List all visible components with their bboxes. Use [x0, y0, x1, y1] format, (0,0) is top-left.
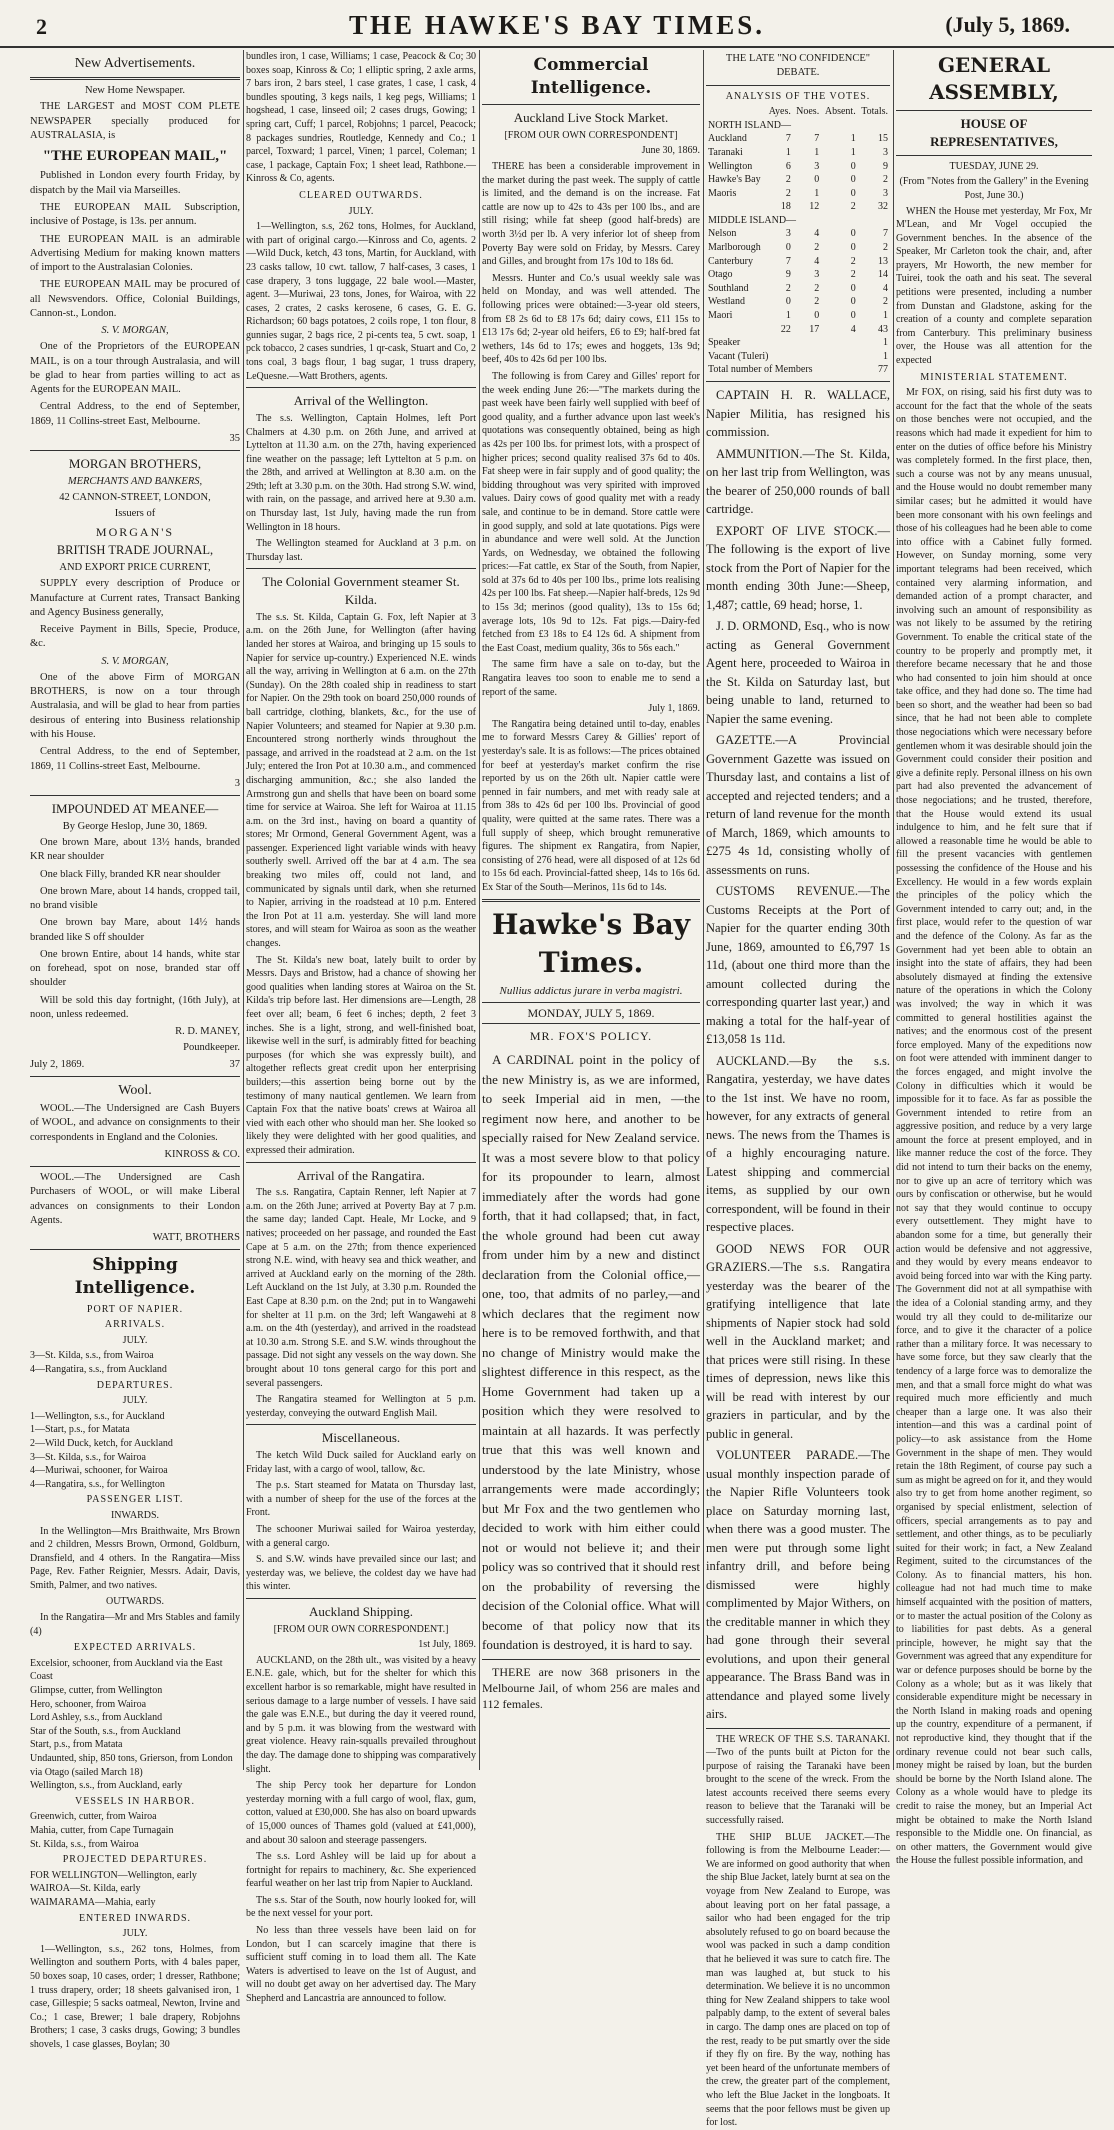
ad-date-line: [30, 1058, 240, 1072]
table-row: [706, 160, 890, 174]
article-text: THERE has been a considerable improvement in the market during the past week. The supply of cattle is limited, and the demand is on the increase. Fat cattle are now up to 42s to 43s per 100 lbs., and are still rising; while fat sheep (good half-breds) are worth 3½d per lb. A very inferior lot of sheep from Poverty Bay were sold on Friday, by Messrs. Carey and Gilles, and brought from 17s 10d to 18s 6d.: [482, 161, 700, 268]
news-item: GAZETTE.—A Provincial Government Gazette was issued on Thursday last, and contains a list of accepted and rejected tenders; and a return of land revenue for the month of March, 1869, which amounts to £275 4s 1d, consisting wholly of assessments on runs.: [706, 733, 890, 877]
table-cell: 1: [883, 337, 888, 349]
table-cell: 12: [809, 201, 820, 213]
table-cell: 1: [850, 133, 856, 145]
votes-table: [706, 105, 890, 377]
table-cell: [706, 200, 765, 214]
impound-item: One brown Mare, about 14 hands, cropped tail, no brand visible: [30, 885, 240, 912]
table-cell: 2: [850, 269, 856, 281]
table-title: ANALYSIS OF THE VOTES.: [725, 90, 871, 102]
impound-item: One black Filly, branded KR near shoulder: [40, 868, 221, 880]
masthead: [0, 0, 1114, 48]
ad-text: By George Heslop, June 30, 1869.: [62, 820, 208, 832]
news-item: GOOD NEWS FOR OUR GRAZIERS.—The s.s. Rangatira yesterday was the bearer of the gratifying intelligence that late shipments of Napier stock had sold well in the Auckland market; and that prices were still rising. In these times of depression, news like this will be read with interest by our graziers in particular, and by the public in general.: [706, 1241, 890, 1441]
article-text: No less than three vessels have been laid on for London, but I can scarcely imagine that there is sufficient stuff coming in to load them all. The Kate Waters is advertised to leave on the 1st of August, and will no doubt get away on her advertised day. The Mary Shepherd and Lancastria are announced to follow.: [246, 1925, 476, 2005]
table-cell: 7: [883, 228, 888, 240]
table-section: NORTH ISLAND—: [708, 119, 792, 131]
ad-text: One of the Proprietors of the EUROPEAN MAIL, is on a tour through Australasia, and will be glad to hear from parties willing to act as Agents for the EUROPEAN MAIL.: [30, 341, 240, 396]
section-heading: GENERAL ASSEMBLY,: [929, 53, 1059, 105]
table-cell: Vacant (Tuleri): [708, 350, 769, 362]
list-item: Start, p.s., from Matata: [30, 1739, 123, 1751]
table-cell: 2: [883, 296, 888, 308]
table-cell: Maori: [708, 310, 733, 322]
column-3: [482, 50, 700, 1772]
list-item: Undaunted, ship, 850 tons, Grierson, from London via Otago (sailed March 18): [30, 1753, 233, 1778]
article-text: The s.s. Star of the South, now hourly looked for, will be the next vessel for your port.: [246, 1894, 476, 1920]
table-cell: 0: [850, 310, 856, 322]
news-item: EXPORT OF LIVE STOCK.—The following is the export of live stock from the Port of Napier for the month ending 30th June:—Sheep, 1,487; cattle, 69 head; horse, 1.: [706, 523, 890, 612]
news-item: THE WRECK OF THE S.S. TARANAKI.—Two of the punts built at Picton for the purpose of raising the Taranaki have been brought to the scene of the wreck. From the latest accounts received there seems every reason to believe that the Taranaki will be successfully raised.: [706, 1733, 890, 1827]
ad-text: WOOL.—The Undersigned are Cash Purchasers of WOOL, or will make Liberal advances on consignments to their London Agents.: [30, 1172, 240, 1226]
byline: [FROM OUR OWN CORRESPONDENT]: [504, 129, 678, 141]
list-item: 1—Start, p.s., for Matata: [30, 1424, 130, 1436]
article-text: The schooner Muriwai sailed for Wairoa yesterday, with a general cargo.: [246, 1523, 476, 1549]
table-total-row: [706, 323, 890, 337]
list-item: Hero, schooner, from Wairoa: [30, 1698, 147, 1710]
cargo-text: 1—Wellington, s.s, 262 tons, Holmes, for Auckland, with part of original cargo.—Kinross and Co, agents. 2—Wild Duck, ketch, 43 tons, Martin, for Auckland, with 23 casks tallow, 10 cwt. tallow, 7 half-cases, 3 cases, 1 case drapery, 3 tons luggage, 22 bale wool.—Master, agent. 3—Muriwai, 23 tons, Jones, for Wairoa, with 22 cases, 2 crates, 2 casks kerosene, 6 cases, G. E. G. Richardson; 60 bags potatoes, 2 coils rope, 1 ton flour, 8 gunnies sugar, 2 bags rice, 2 pi-cents tea, 5 cwt. soap, 1 pck tobacco, 2 cases sundries, 1 qr-cask, Stuart and Co, 2 tons coal, 3 bags flour, 1 bag sugar, 1 truss drapery, LeQuesne.—Watt Brothers, agents.: [246, 221, 476, 382]
news-item: AMMUNITION.—The St. Kilda, on her last trip from Wellington, was the bearer of 250,000 rounds of ball cartridge.: [706, 446, 890, 516]
impound-item: One brown bay Mare, about 14½ hands branded like S off shoulder: [30, 917, 240, 943]
impound-item: One brown Mare, about 13½ hands, branded KR near shoulder: [30, 836, 240, 863]
article-heading: Auckland Shipping.: [309, 1603, 413, 1619]
column-2: [246, 50, 476, 2005]
list-item: Glimpse, cutter, from Wellington: [30, 1685, 163, 1697]
newspaper-title: THE HAWKE'S BAY TIMES.: [348, 10, 766, 40]
news-item: CUSTOMS REVENUE.—The Customs Receipts at the Port of Napier for the quarter ending 30th June, 1869, amounted to £6,797 1s 11d, (about one third more than the amount collected during the corresponding quarter last year,) and making a total for the half-year of £13,058 1s 11d.: [706, 884, 890, 1046]
ad-text: Published in London every fourth Friday, by dispatch by the Mail via Marseilles.: [30, 170, 240, 196]
column-header: Noes.: [796, 106, 820, 118]
article-heading: Arrival of the Rangatira.: [297, 1167, 425, 1183]
ad-text: One of the above Firm of MORGAN BROTHERS, is now on a tour through Australasia, and will be glad to hear from parties desirous of entering into Business relationship with his House.: [30, 671, 240, 740]
table-cell: 2: [814, 282, 820, 294]
month: JULY.: [348, 205, 374, 217]
byline: [FROM OUR OWN CORRESPONDENT.]: [273, 1623, 449, 1635]
table-row: [706, 268, 890, 282]
ad-text: Will be sold this day fortnight, (16th July), at noon, unless redeemed.: [30, 994, 240, 1020]
article-text: Mr FOX, on rising, said his first duty was to account for the fact that the whole of the seats on those benches were not occupied, and the reasons which had made it expedient for him to enter on the duties of office before his Ministry was completely formed. In the first place, then, such a course was not by any means unusual, and the House would no doubt remember many similar cases; but he admitted it would have been more consonant with his own feelings and those of his colleagues had he been able to come into office with a Cabinet fully formed. However, on Sunday morning, some very important telegrams had been received, which contained very alarming information, and demanded action of a prompt character, and involving such an amount of responsibility as was not likely to be assumed by the retiring Government. To enable the critical state of the country to be properly and promptly met, it therefore became necessary that he and those who had consented to join him should at once take office, and they had done so. The time had been so short, and the weather had been so bad since, that he had not been able to complete those negociations which were necessary before gentlemen whom it was desirable should join the Government could consider their position and give a definite reply. Personal illness on his own part had also prevented the advancement of those negociations; and he trusted, therefore, that the House would extend its usual indulgence to him, and he felt sure that if allowed a reasonable time he would be able to fill the present vacancies with gentlemen possessing the confidence of the House and his Excellency. He would in a few words explain the principles of the policy which the Government intended to carry out; and, in the first place, would refer to the question of war and the defence of the Colony. As far as the Government had yet been able to obtain an insight into the state of affairs, they had been absolutely dismayed at finding the extensive nature of the operations in which the Colony was involved; the way in which it was committed to general hostilities against the natives; and the enormous cost of the present force employed. Many of the expeditions now on foot were attended with imminent danger to the forces engaged, and might involve the Colony in difficulties which it would be impossible for it to face. As far as possible the Government intended to retire from an aggressive position, and reduce by a very large amount the force at present employed, and in like manner reduce the cost of the force. They did not intend to turn their backs on the enemy, nor to give up an acre of territory which was ours by confiscation or otherwise, but he would not say that they would continue to occupy every outsettlement. They might have to abandon some for a time, but generally their action would be defensive and not aggressive, and they would by every means endeavor to avoid being forced into war with the King party. The Government did not at all sympathise with the idea of a Colonial standing army, and they would try all they could to de-militarize our force, and to give it the character of a police rather than a military force. It was necessary to have some force, but they saw clearly that the tendency of a large force was to demoralize the men, and that a small force might do what was required much more efficiently and much cheaper than a large one. It was also their intention—and this was a cardinal point of policy—to ask assistance from the Home Government in the shape of men. They would retain the 18th Regiment, of course pay such a sum as might be agreed on for it, and they would also try to get from home another regiment, so organised by special enlistment, selection of officers, special arrangements as to pay and settlement, and other things, as to be peculiarly suited for their work; in fact, a New Zealand Regiment, suited to the circumstances of the Colony. As to financial matters, his hon. colleague had not had much time to make himself acquainted with the position of matters, or to master the actual position of the Colony as to liabilities for past debts. As a general principle, however, he might say that the Government was agreed that any expenditure for war or defence purposes should be borne by the Colony as a whole; but as it was likely that considerable expenditure might be necessary in the North Island in making roads and opening up the country, expenditure of a permanent, if not reproductive kind, they thought that if the ordinary revenue could not bear such calls, money might be raised by loan, but the burden should be borne by the North Island alone. The Colony as a whole would have to pledge its credit to raise the money, but an Imperial Act might be obtained to make the North Island responsible to the Middle one. On financial, as on other matters, the Government would give the House the fullest possible information, and: [896, 387, 1092, 1867]
subheading: MINISTERIAL STATEMENT.: [920, 371, 1068, 383]
subheading: ARRIVALS.: [104, 1319, 166, 1331]
section-subheading: HOUSE OF REPRESENTATIVES,: [930, 116, 1058, 150]
ad-text: AND EXPORT PRICE CURRENT,: [59, 562, 211, 574]
article-text: S. and S.W. winds have prevailed since our last; and yesterday was, we believe, the coldest day we have had this winter.: [246, 1554, 476, 1593]
issue-date: (July 5, 1869.: [945, 12, 1070, 37]
table-cell: Nelson: [708, 228, 737, 240]
table-total-row: [706, 200, 890, 214]
table-cell: 1: [883, 350, 888, 362]
table-cell: 9: [785, 269, 791, 281]
table-cell: 0: [814, 174, 820, 186]
table-row: [706, 255, 890, 269]
column-header: Absent.: [824, 106, 856, 118]
table-cell: 1: [850, 146, 856, 158]
table-cell: 4: [850, 323, 856, 335]
list-item: WAIROA—St. Kilda, early: [30, 1883, 141, 1895]
table-cell: 2: [850, 255, 856, 267]
divider: [706, 381, 890, 382]
nameplate: Hawke's Bay Times.: [491, 907, 691, 979]
divider: [246, 1424, 476, 1425]
editorial-text: A CARDINAL point in the policy of the new Ministry is, as we are informed, to seek Imperial aid in men, —the regiment now here, and another to be specially raised for New Zealand service. It was a most severe blow to that policy for its propounder to learn, almost immediately after the words had gone forth, that it had collapsed; that, in fact, the whole ground had been cut away from under him by a new and distinct declaration from the Colonial office,—one, too, that admits of no parley,—and which declares that the regiment now here is to be removed forthwith, and that no change of Ministry would make the slightest difference in this respect, as the Home Government had taken up a position which they were resolved to maintain at all hazards. It was perfectly true that this was well known and understood by the late Ministry, whose arrangements were made accordingly; but Mr Fox and the two gentlemen who decided to work with him either could not or would not believe it; and their policy was so contrived that it should rest on the probability of reversing the decision of the Colonial office. What will become of that policy now that its foundation is destroyed, it is hard to say.: [482, 1052, 700, 1653]
ad-text: THE LARGEST and MOST COM PLETE NEWSPAPER specially produced for AUSTRALASIA, is: [30, 101, 240, 141]
list-item: 2—Wild Duck, ketch, for Auckland: [30, 1437, 173, 1449]
ad-journal-title: BRITISH TRADE JOURNAL,: [56, 543, 214, 558]
ad-signature: WATT, BROTHERS: [152, 1232, 240, 1244]
article-text: The ketch Wild Duck sailed for Auckland early on Friday last, with a cargo of wool, tallow, &c.: [246, 1449, 476, 1475]
ad-text: THE EUROPEAN MAIL may be procured of all Newsvendors. Office, Colonial Buildings, Cannon-st., London.: [30, 279, 240, 319]
editorial-title: MR. FOX'S POLICY.: [529, 1028, 653, 1043]
article-text: The s.s. Rangatira, Captain Renner, left Napier at 7 a.m. on the 26th June; arrived at Poverty Bay at 7 p.m. the same day; landed Capt. Heale, Mr Locke, and 9 natives; proceeded on her passage, and rounded the East Cape at 5 a.m. on the 27th; from thence experienced strong N.E. wind, with heavy sea and thick weather, and arrived at Auckland early on the morning of the 28th. Left Auckland on the 1st July, at 3.30 p.m. Rounded the East Cape at 8.30 p.m. on the 2nd; put in to Wangawehi for shelter at 11 p.m. on the 3rd; left Wangawehi at 8 a.m. on the 4th (yesterday), and arrived in the roadstead at 10.30 a.m. Strong S.E. and S.W. winds throughout the passage. Did not sight any vessels on the way down. She brought about 10 tons general cargo for this port and several passengers.: [246, 1187, 476, 1389]
ad-ref: 35: [229, 433, 240, 444]
article-text: The Rangatira steamed for Wellington at 5 p.m. yesterday, conveying the outward English Mail.: [246, 1394, 476, 1419]
table-cell: 3: [883, 146, 888, 158]
ad-text: WOOL.—The Undersigned are Cash Buyers of WOOL, and advance on consignments to their correspondents in England and the Colonies.: [30, 1102, 240, 1143]
table-cell: 3: [883, 187, 888, 199]
month: JULY.: [122, 1334, 148, 1346]
divider: [30, 77, 240, 80]
table-row: [706, 282, 890, 296]
column-header: Totals.: [861, 106, 888, 118]
ad-text: Issuers of: [114, 508, 156, 520]
article-heading: Arrival of the Wellington.: [293, 393, 429, 409]
table-cell: 2: [785, 187, 791, 199]
table-cell: 2: [785, 174, 791, 186]
table-cell: Wellington: [708, 160, 753, 172]
article-text: The s.s. Wellington, Captain Holmes, left Port Chalmers at 4.30 p.m. on 26th June, and arrived at Lyttelton at 11.30 a.m. on the 27th, having experienced fine weather on the passage; left Lyttelton at 5 p.m. on the 28th, and arrived at Wellington at 8.30 a.m. on the 29th; left at 3.30 p.m. on the 30th. Had strong S.W. wind, with rain, on the passage, and arrived here at 9.30 a.m. on Thursday last, 1st July, having made the run from Wellington in 18 hours.: [246, 412, 476, 533]
article-text: The St. Kilda's new boat, lately built to order by Messrs. Days and Bristow, had a chance of showing her good qualities when landing stores at Wairoa on the St. Kilda's trip before last. Her dimensions are—Length, 28 feet over all; beam, 6 feet 6 inches; depth, 2 feet 3 inches. She is a light, strong, and well-finished boat, likewise well in the surf, is admirably fitted for beaching purposes (for which she was expressly built), and altogether reflects great credit upon her enterprising builders;—this assertion being borne out by the testimony of many nautical gentlemen. We learn from Captain Fox that the native boats' crews at Wairoa all vied with each other who should man her. She looked so likely they were delighted with her good qualities, and expressed their admiration.: [246, 954, 476, 1156]
ad-date: July 2, 1869.: [30, 1058, 85, 1070]
article-text: The p.s. Start steamed for Matata on Thursday last, with a number of sheep for the use of the forces at the Front.: [246, 1480, 476, 1519]
table-cell: 0: [814, 310, 820, 322]
column-header: Ayes.: [768, 106, 791, 118]
list-item: FOR WELLINGTON—Wellington, early: [30, 1869, 197, 1881]
list-item: Wellington, s.s., from Auckland, early: [30, 1780, 183, 1792]
article-heading: The Colonial Government steamer St. Kilda.: [262, 574, 460, 608]
table-cell: 0: [850, 242, 856, 254]
column-4: [706, 50, 890, 2129]
article-text: The ship Percy took her departure for London yesterday morning with a full cargo of wool, flax, gum, cotton, valued at £30,000. She has also on board upwards of 15,000 ounces of Thames gold (valued at £41,000), and about 30 saloon and steerage passengers.: [246, 1780, 476, 1846]
section-heading: Shipping Intelligence.: [74, 1255, 196, 1299]
divider: [706, 85, 890, 86]
table-cell: Taranaki: [708, 146, 743, 158]
news-item: CAPTAIN H. R. WALLACE, Napier Militia, has resigned his commission.: [706, 388, 890, 439]
article-heading: Auckland Live Stock Market.: [513, 110, 669, 126]
article-heading: Miscellaneous.: [321, 1430, 401, 1446]
port-heading: PORT OF NAPIER.: [86, 1303, 184, 1315]
list-item: Mahia, cutter, from Cape Turnagain: [30, 1824, 174, 1836]
article-text: The same firm have a sale on to-day, but the Rangatira leaves too soon to enable me to send a report of the same.: [482, 659, 700, 698]
divider: [30, 1076, 240, 1077]
table-cell: 1: [814, 146, 820, 158]
table-cell: 1: [785, 146, 791, 158]
table-row: [706, 214, 890, 228]
dateline: TUESDAY, JUNE 29.: [949, 160, 1039, 172]
table-cell: Speaker: [708, 337, 741, 349]
list-item: 3—St. Kilda, s.s., from Wairoa: [30, 1350, 154, 1362]
table-cell: Southland: [708, 282, 749, 294]
table-cell: Maoris: [708, 187, 737, 199]
table-cell: Auckland: [708, 133, 747, 145]
divider: [246, 1162, 476, 1163]
table-cell: 32: [878, 201, 888, 213]
table-cell: 2: [883, 242, 888, 254]
column-rule: [479, 50, 480, 1770]
table-cell: 0: [850, 160, 856, 172]
table-cell: [706, 105, 765, 119]
table-cell: 15: [878, 133, 888, 145]
column-1: [30, 50, 240, 2050]
dateline: June 30, 1869.: [641, 145, 700, 157]
table-cell: 0: [850, 228, 856, 240]
subheading: OUTWARDS.: [105, 1596, 165, 1608]
table-cell: Marlborough: [708, 242, 761, 254]
list-item: 4—Rangatira, s.s., for Wellington: [30, 1478, 165, 1490]
news-item: J. D. ORMOND, Esq., who is now acting as General Government Agent here, proceeded to Wairoa in the St. Kilda on Saturday last, but being unable to land, returned to Napier the same evening.: [706, 619, 890, 726]
table-cell: 1: [785, 310, 791, 322]
table-cell: 13: [878, 255, 888, 267]
ad-text: Central Address, to the end of September, 1869, 11 Collins-street East, Melbourne.: [30, 401, 240, 427]
table-cell: 7: [785, 255, 791, 267]
ad-address: 42 CANNON-STREET, LONDON,: [59, 492, 211, 504]
month: JULY.: [122, 1928, 148, 1940]
subheading: EXPECTED ARRIVALS.: [73, 1642, 197, 1654]
table-header-row: [706, 105, 890, 119]
table-row: [706, 309, 890, 323]
ad-title: New Home Newspaper.: [84, 85, 185, 97]
article-text: Messrs. Hunter and Co.'s usual weekly sale was held on Monday, and was well attended. The following prices were obtained:—3-year old steers, from £8 2s 6d to £8 17s 6d; dairy cows, £11 15s to £13 17s 6d; 2-year old heifers, £6 to £9; half-bred fat wethers, 14s 6d to 17s; ewes and hoggets, 13s 9d; beef, 40s to 42s 6d per 100 lbs.: [482, 272, 700, 366]
table-cell: 17: [809, 323, 820, 335]
table-cell: 0: [785, 296, 791, 308]
table-cell: 4: [814, 228, 820, 240]
table-row: [706, 132, 890, 146]
table-cell: 0: [850, 296, 856, 308]
divider: [30, 795, 240, 796]
table-row: [706, 119, 890, 133]
table-cell: Total number of Members: [708, 364, 813, 376]
editorial-dateline: MONDAY, JULY 5, 1869.: [482, 1002, 700, 1024]
table-cell: 0: [785, 242, 791, 254]
list-item: Excelsior, schooner, from Auckland via the East Coast: [30, 1657, 223, 1683]
list-item: Star of the South, s.s., from Auckland: [30, 1725, 181, 1737]
table-cell: 2: [785, 282, 791, 294]
divider: [482, 899, 700, 902]
section-heading: Commercial Intelligence.: [530, 55, 652, 99]
table-cell: 7: [785, 133, 791, 145]
table-cell: 2: [814, 242, 820, 254]
table-cell: 4: [883, 282, 888, 294]
subheading: PROJECTED DEPARTURES.: [62, 1854, 208, 1866]
motto: Nullius addictus jurare in verba magistri.: [499, 984, 683, 997]
ad-signature: R. D. MANEY,: [175, 1026, 240, 1038]
table-cell: Hawke's Bay: [708, 174, 761, 186]
ad-role: Poundkeeper.: [183, 1042, 240, 1054]
ad-text: SUPPLY every description of Produce or Manufacture at Current rates, Transact Banking and Agency Business generally,: [30, 578, 240, 618]
table-row: [706, 227, 890, 241]
table-cell: 0: [850, 282, 856, 294]
impound-item: One brown Entire, about 14 hands, white star on forehead, spot on nose, branded star off shoulder: [30, 948, 240, 989]
divider: [30, 1166, 240, 1167]
table-cell: Westland: [708, 296, 745, 308]
table-cell: 18: [780, 201, 791, 213]
article-text: WHEN the House met yesterday, Mr Fox, Mr M'Lean, and Mr Vogel occupied the Government benches. In the absence of the Speaker, Mr Carleton took the chair, and, after prayers, Mr Howorth, the new member for Tuirei, took the oath and his seat. The several petitions were presented, including a number from Dunstan and Gladstone, asking for the creation of a county and complete separation from Canterbury. This preliminary business over, the House was all attention for the expected: [896, 205, 1092, 367]
divider: [482, 1659, 700, 1660]
table-row: [706, 295, 890, 309]
subheading: PASSENGER LIST.: [86, 1494, 184, 1506]
ad-ref: 3: [234, 777, 240, 789]
divider: [246, 1598, 476, 1599]
table-row: [706, 241, 890, 255]
article-text: The Wellington steamed for Auckland at 3 p.m. on Thursday last.: [246, 538, 476, 563]
ad-signature: KINROSS & CO.: [164, 1148, 240, 1160]
dateline: 1st July, 1869.: [418, 1639, 476, 1651]
divider: [30, 1249, 240, 1250]
passenger-text: In the Wellington—Mrs Braithwaite, Mrs Brown and 2 children, Messrs Brown, Ormond, Goldburn, Dransfield, and 4 others. In the Rangatira—Miss Page, Rev. Father Reignier, Messrs. Adair, Davis, Smith, Palmer, and two natives.: [30, 1525, 240, 1591]
divider: [246, 387, 476, 388]
section-heading: THE LATE "NO CONFIDENCE" DEBATE.: [725, 53, 871, 79]
table-row: [706, 363, 890, 377]
table-cell: 3: [814, 269, 820, 281]
table-cell: 2: [814, 296, 820, 308]
table-cell: Canterbury: [708, 255, 753, 267]
divider: [246, 568, 476, 569]
section-heading: New Advertisements.: [74, 56, 196, 71]
article-text: The s.s. St. Kilda, Captain G. Fox, left Napier at 3 a.m. on the 26th June, for Wellington (after having landed her stores at Wairoa, and bringing up 15 souls to Napier for service up-country.) Experienced N.E. winds all the way, arriving in Wellington at 6 a.m. on the 27th (Sunday). On the 28th coaled ship in readiness to start for Napier. On the 29th took on board 250,000 rounds of ball cartridge, clothing, blankets, &c., for the use of Napier Volunteers; and steamed for Napier at 9.30 p.m. Encountered strong northerly winds throughout the passage, and arrived in the roadstead at 2 a.m. on the 1st July; entered the Iron Pot at 10.30 a.m., and commenced discharging ammunition, &c.; she also landed the Armstrong gun and shells that have been on board some time for service at Wairoa. She left for Wairoa at 11.15 a.m. on the 3rd inst., having on board a quantity of stores; Mr Ormond, General Government Agent, was a passenger. Experienced light variable winds with heavy southerly swell. Arrived off the bar at 4 a.m. The sea breaking two miles off, could not land, and communicated by signals until dark, when she returned to Napier, arriving in the roadstead at 10 p.m. Entered the Iron Pot at 11 a.m. yesterday. She will land more stores, and will steam for Wairoa as soon as the weather changes.: [246, 611, 476, 950]
article-text: THERE are now 368 prisoners in the Melbourne Jail, of whom 256 are males and 112 females.: [482, 1664, 700, 1712]
list-item: 1—Wellington, s.s., for Auckland: [30, 1410, 165, 1422]
ad-text: MORGAN'S: [95, 524, 175, 539]
cargo-text: bundles iron, 1 case, Williams; 1 case, Peacock & Co; 30 boxes soap, Kinross & Co; 1 elliptic spring, 2 axle arms, 7 bars iron, 2 bars steel, 1 case grates, 1 case, 1 cask, 4 bundles spouting, 3 kegs nails, 1 keg pegs, Williams; 1 hogshead, 1 case, linseed oil; 2 cases drugs, Gowing; 1 spring cart, Cuff; 1 parcel, Robjohns; 1 parcel, Peacock; 8 packages sundries, Routledge, Kennedy and Co.; 1 parcel, Toxward; 1 parcel, Vinen; 1 parcel, Coleman; 1 case, 1 package, Captain Fox; 1 sheet lead, Rathbone.—Kinross & Co, agents.: [246, 51, 476, 185]
ad-signature: S. V. MORGAN,: [101, 655, 169, 667]
source-note: (From "Notes from the Gallery" in the Evening Post, June 30.): [899, 176, 1089, 201]
table-cell: 3: [814, 160, 820, 172]
list-item: 3—St. Kilda, s.s., for Wairoa: [30, 1451, 146, 1463]
news-item: VOLUNTEER PARADE.—The usual monthly inspection parade of the Napier Rifle Volunteers took place on Saturday morning last, when there was a good muster. The men were put through some light infantry drill, and before being dismissed were highly complimented by Major Withers, on the creditable manner in which they had gone through their several evolutions, and upon their general appearance. The Brass Band was in attendance and played some lively airs.: [706, 1448, 890, 1721]
ad-paper-name: "THE EUROPEAN MAIL,": [42, 148, 228, 165]
ad-subtitle: MERCHANTS AND BANKERS,: [67, 475, 203, 487]
article-text: The following is from Carey and Gilles' report for the week ending June 26:—"The markets during the past week have been fairly well supplied with beef of good quality, and a further advance upon last week's quotations was consequently obtained, being as high as 42s per 100 lbs. for primest lots, with a prospect of higher prices; second quality realised 37s 6d to 40s. Fat sheep were in fair supply and of good quality; the bidding throughout was very spirited with improved values. Dairy cows of good quality met with a ready sale, and continue to be in demand. Store cattle were in good supply, and sold at late quotations. Pigs were in abundance and were well sold. At the Junction Yards, on Wednesday, we obtained the following prices:—Fat cattle, ex Star of the South, from Napier, sold at 37s 6d to 40s per 100 lbs., prime lots realising 42s per 100 lbs. Fat sheep.—Napier half-breds, 12s 9d to 15s 3d; merinos (good quality), 13s to 15s 6d; average lots, 10s 9d to 12s. Fat pigs.—Dairy-fed fetched from £3 18s to £4 12s 6d. A shipment from the East Coast, medium quality, 36s to 56s each.": [482, 370, 701, 654]
table-cell: 0: [850, 187, 856, 199]
dateline: July 1, 1869.: [648, 703, 700, 715]
table-section: MIDDLE ISLAND—: [708, 214, 797, 226]
divider: [706, 1728, 890, 1729]
divider: [482, 104, 700, 105]
column-5: [896, 50, 1092, 1867]
passenger-text: In the Rangatira—Mr and Mrs Stables and family (4): [30, 1612, 240, 1637]
table-cell: 22: [780, 323, 791, 335]
table-row: [706, 350, 890, 364]
page-number: 2: [36, 14, 47, 39]
article-text: The Rangatira being detained until to-day, enables me to forward Messrs Carey & Gillies' report of yesterday's sale. It is as follows:—The prices obtained for beef at yesterday's market confirm the rise reported by us on the 26th ult. Napier cattle were penned in fair numbers, and met with ready sale at from 38s to 42s 6d per 100 lbs. Provincial of good quality, were quitted at the same rates. There was a full supply of sheep, which brought remunerative figures. The shipment ex Rangatira, from Napier, consisting of 276 head, were all disposed of at 12s 6d to 15s 6d each. Provincial-fatted sheep, 14s to 16s 6d. Ex Star of the South—Merinos, 11s 6d to 14s.: [482, 718, 700, 893]
table-cell: Otago: [708, 269, 733, 281]
ad-text: THE EUROPEAN MAIL Subscription, inclusive of Postage, is 13s. per annum.: [30, 202, 240, 228]
entered-text: 1—Wellington, s.s., 262 tons, Holmes, from Wellington and southern Ports, with 4 bales paper, 50 boxes soap, 10 cases, order; 1 dresser, Rathbone; 1 truss drapery, order; 18 sheets galvanised iron, 1 case, Gillespie; 5 sacks oatmeal, Newton, Irvine and Co.; 1 case, Brewer; 1 bale drapery, Robjohns Brothers; 1 case, 3 casks drugs, Gowing; 3 bundles shovels, 1 case glasses, Boylan; 30: [30, 1943, 240, 2050]
list-item: St. Kilda, s.s., from Wairoa: [30, 1838, 139, 1850]
table-cell: 2: [850, 201, 856, 213]
table-cell: 0: [850, 174, 856, 186]
table-cell: 9: [883, 160, 888, 172]
divider: [30, 450, 240, 451]
table-cell: 43: [878, 323, 888, 335]
article-text: AUCKLAND, on the 28th ult., was visited by a heavy E.N.E. gale, which, but for the shelter for which this excellent harbor is so remarkable, might have resulted in serious damage to a large number of vessels. I have said the gale was E.N.E., but during the day it veered round, and by 5 p.m. it was blowing from the westward with great violence. Heavy rain-squalls prevailed throughout the day. The damage done to shipping was comparatively slight.: [246, 1654, 476, 1775]
subheading: CLEARED OUTWARDS.: [299, 189, 423, 201]
table-cell: 14: [878, 269, 888, 281]
subheading: DEPARTURES.: [96, 1379, 174, 1391]
table-cell: 6: [785, 160, 791, 172]
article-text: The s.s. Lord Ashley will be laid up for about a fortnight for repairs to machinery, &c. She experienced fearful weather on her last trip from Napier to Auckland.: [246, 1851, 476, 1890]
table-cell: [706, 323, 765, 337]
column-rule: [893, 50, 894, 1770]
list-item: 4—Muriwai, schooner, for Wairoa: [30, 1465, 168, 1477]
ad-title: MORGAN BROTHERS,: [68, 456, 202, 472]
divider: [896, 155, 1092, 156]
ad-text: Receive Payment in Bills, Specie, Produce, &c.: [30, 624, 240, 650]
subheading: INWARDS.: [110, 1509, 160, 1521]
column-rule: [703, 50, 704, 1770]
subheading: ENTERED INWARDS.: [78, 1912, 192, 1924]
section-heading: Wool.: [118, 1082, 152, 1098]
table-row: [706, 187, 890, 201]
news-item: AUCKLAND.—By the s.s. Rangatira, yesterday, we have dates to the 1st inst. We have no room, however, for any extracts of general news. The news from the Thames is of a highly encouraging nature. Latest shipping and commercial items, as supplied by our own correspondent, will be found in their respective places.: [706, 1053, 890, 1234]
subheading: VESSELS IN HARBOR.: [75, 1795, 195, 1807]
divider: [896, 110, 1092, 111]
table-cell: 3: [785, 228, 791, 240]
table-cell: 7: [814, 133, 820, 145]
ad-text: Central Address, to the end of September, 1869, 11 Collins-street East, Melbourne.: [30, 746, 240, 772]
table-cell: 1: [883, 310, 888, 322]
news-item: THE SHIP BLUE JACKET.—The following is from the Melbourne Leader:—We are informed on good authority that when the ship Blue Jacket, lately burnt at sea on the voyage from New Zealand to Europe, was about leaving port on her fatal passage, a sailor who had been engaged for the trip absolutely refused to go on board because the wool was packed in such a damp condition that he believed it was sure to catch fire. The man was laughed at, but stuck to his determination. We believe it is no uncommon thing for New Zealand shippers to take wool palpably damp, to the extent of several bales in cargo. The damp ones are placed on top of the rest, ready to be put smartly over the side if they fly on fire. By the way, nothing has yet been heard of the unfortunate members of the crew, the greater part of the complement, who left the Blue Jacket in the longboats. It seems that the poor fellows must be given up for lost.: [706, 1831, 890, 2129]
table-row: [706, 146, 890, 160]
month: JULY.: [122, 1395, 148, 1407]
list-item: 4—Rangatira, s.s., from Auckland: [30, 1363, 167, 1375]
table-cell: 1: [814, 187, 820, 199]
column-rule: [243, 50, 244, 1770]
ad-ref: 37: [229, 1058, 240, 1070]
ad-title: IMPOUNDED AT MEANEE—: [51, 801, 219, 817]
table-row: [706, 173, 890, 187]
ad-text: THE EUROPEAN MAIL is an admirable Advertising Medium for making known matters of import to the Australasian Colonies.: [30, 233, 240, 274]
list-item: Lord Ashley, s.s., from Auckland: [30, 1712, 163, 1724]
list-item: WAIMARAMA—Mahia, early: [30, 1896, 156, 1908]
table-cell: 4: [814, 255, 820, 267]
table-cell: 77: [878, 364, 888, 376]
list-item: Greenwich, cutter, from Wairoa: [30, 1811, 157, 1823]
ad-signature: S. V. MORGAN,: [101, 325, 169, 337]
table-row: [706, 336, 890, 350]
table-cell: 2: [883, 174, 888, 186]
